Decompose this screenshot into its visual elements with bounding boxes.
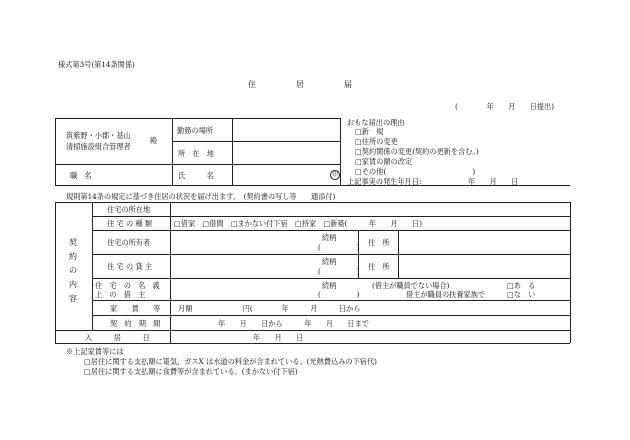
- reason-contract-change-checkbox[interactable]: □契約関係の変更(契約の更新を含む。): [355, 147, 479, 156]
- reason-new-checkbox[interactable]: □新 規: [355, 127, 384, 136]
- statement-text: 規則第14条の規定に基づき住居の状況を届け出ます。 (契約書の写し等 通添付): [66, 192, 336, 201]
- lessor-address-label: 住 所: [368, 262, 390, 271]
- notes-heading: ※上記家賃等には: [66, 347, 124, 356]
- renter-label-1: 住 宅 の 名 義: [95, 281, 160, 290]
- renter-question-2: 借主が職員の扶養家族で: [406, 290, 486, 299]
- reason-address-change-checkbox[interactable]: □住所の変更: [355, 137, 398, 146]
- movein-label: 入 居 日: [85, 333, 150, 342]
- reason-other-checkbox[interactable]: □その他( ): [355, 167, 476, 176]
- owner-address-label: 住 所: [368, 238, 390, 247]
- renter-relation-label: 続柄: [322, 281, 337, 290]
- workplace-label: 勤務の場所: [177, 126, 213, 135]
- rent-line[interactable]: 月額 円( 年 月 日から: [178, 304, 361, 313]
- lessor-relation-label: 続柄: [322, 257, 337, 266]
- renter-label-2: 上 の 借 主: [95, 290, 146, 299]
- occurrence-date[interactable]: 年 月 日: [468, 177, 519, 186]
- period-label: 契 約 期 間: [110, 319, 161, 328]
- lessor-label: 住 宅 の 貸 主: [107, 262, 153, 271]
- reason-rent-revision-checkbox[interactable]: □家賃の額の改定: [355, 157, 413, 166]
- period-line[interactable]: 年 月 日から 年 月 日まで: [218, 319, 369, 328]
- addressee-line-2: 清掃施設組合管理者: [66, 142, 131, 151]
- owner-relation-field[interactable]: ( ): [318, 243, 360, 252]
- reasons-heading: おもな届出の理由: [347, 118, 405, 127]
- renter-yes-checkbox[interactable]: □あ る: [507, 281, 536, 290]
- addressee-line-1: 筑紫野・小郡・基山: [66, 131, 131, 140]
- page-title: 住 居 届: [248, 80, 352, 89]
- renter-relation-field[interactable]: ( ): [318, 290, 360, 299]
- lessor-relation-field[interactable]: ( ): [318, 267, 360, 276]
- submission-date[interactable]: ( 年 月 日提出): [455, 102, 555, 111]
- form-number: 様式第3号(第14条関係): [58, 60, 135, 69]
- name-label: 氏 名: [178, 171, 214, 180]
- occurrence-label: 上記事実の発生年月日：: [347, 177, 427, 186]
- renter-no-checkbox[interactable]: □な い: [507, 290, 536, 299]
- note-meals-checkbox[interactable]: □居住に関する支払額に食費等が含まれている。(まかない付下宿): [84, 367, 298, 376]
- movein-line[interactable]: 年 月 日: [253, 333, 304, 342]
- addressee-suffix: 殿: [150, 136, 158, 145]
- job-title-label: 職 名: [70, 171, 92, 180]
- workplace-address-label: 所 在 地: [178, 149, 214, 158]
- renter-question-1: (借主が職員でない場合): [372, 281, 450, 290]
- owner-label: 住宅の所有者: [107, 238, 151, 247]
- owner-relation-label: 続柄: [322, 233, 337, 242]
- housing-type-label: 住 宅 の 種 類: [107, 219, 153, 228]
- rent-label: 家 賃 等: [110, 304, 161, 313]
- location-label: 住宅の所在地: [107, 205, 151, 214]
- housing-type-options[interactable]: □借家 □借間 □まかない付下宿 □持家 □新築( 年 月 日): [174, 219, 423, 228]
- note-utilities-checkbox[interactable]: □居住に関する支払額に電気、ガスX は水道の料金が含まれている。(光熱費込みの下宿代): [84, 357, 377, 366]
- seal-mark[interactable]: 印: [330, 170, 340, 180]
